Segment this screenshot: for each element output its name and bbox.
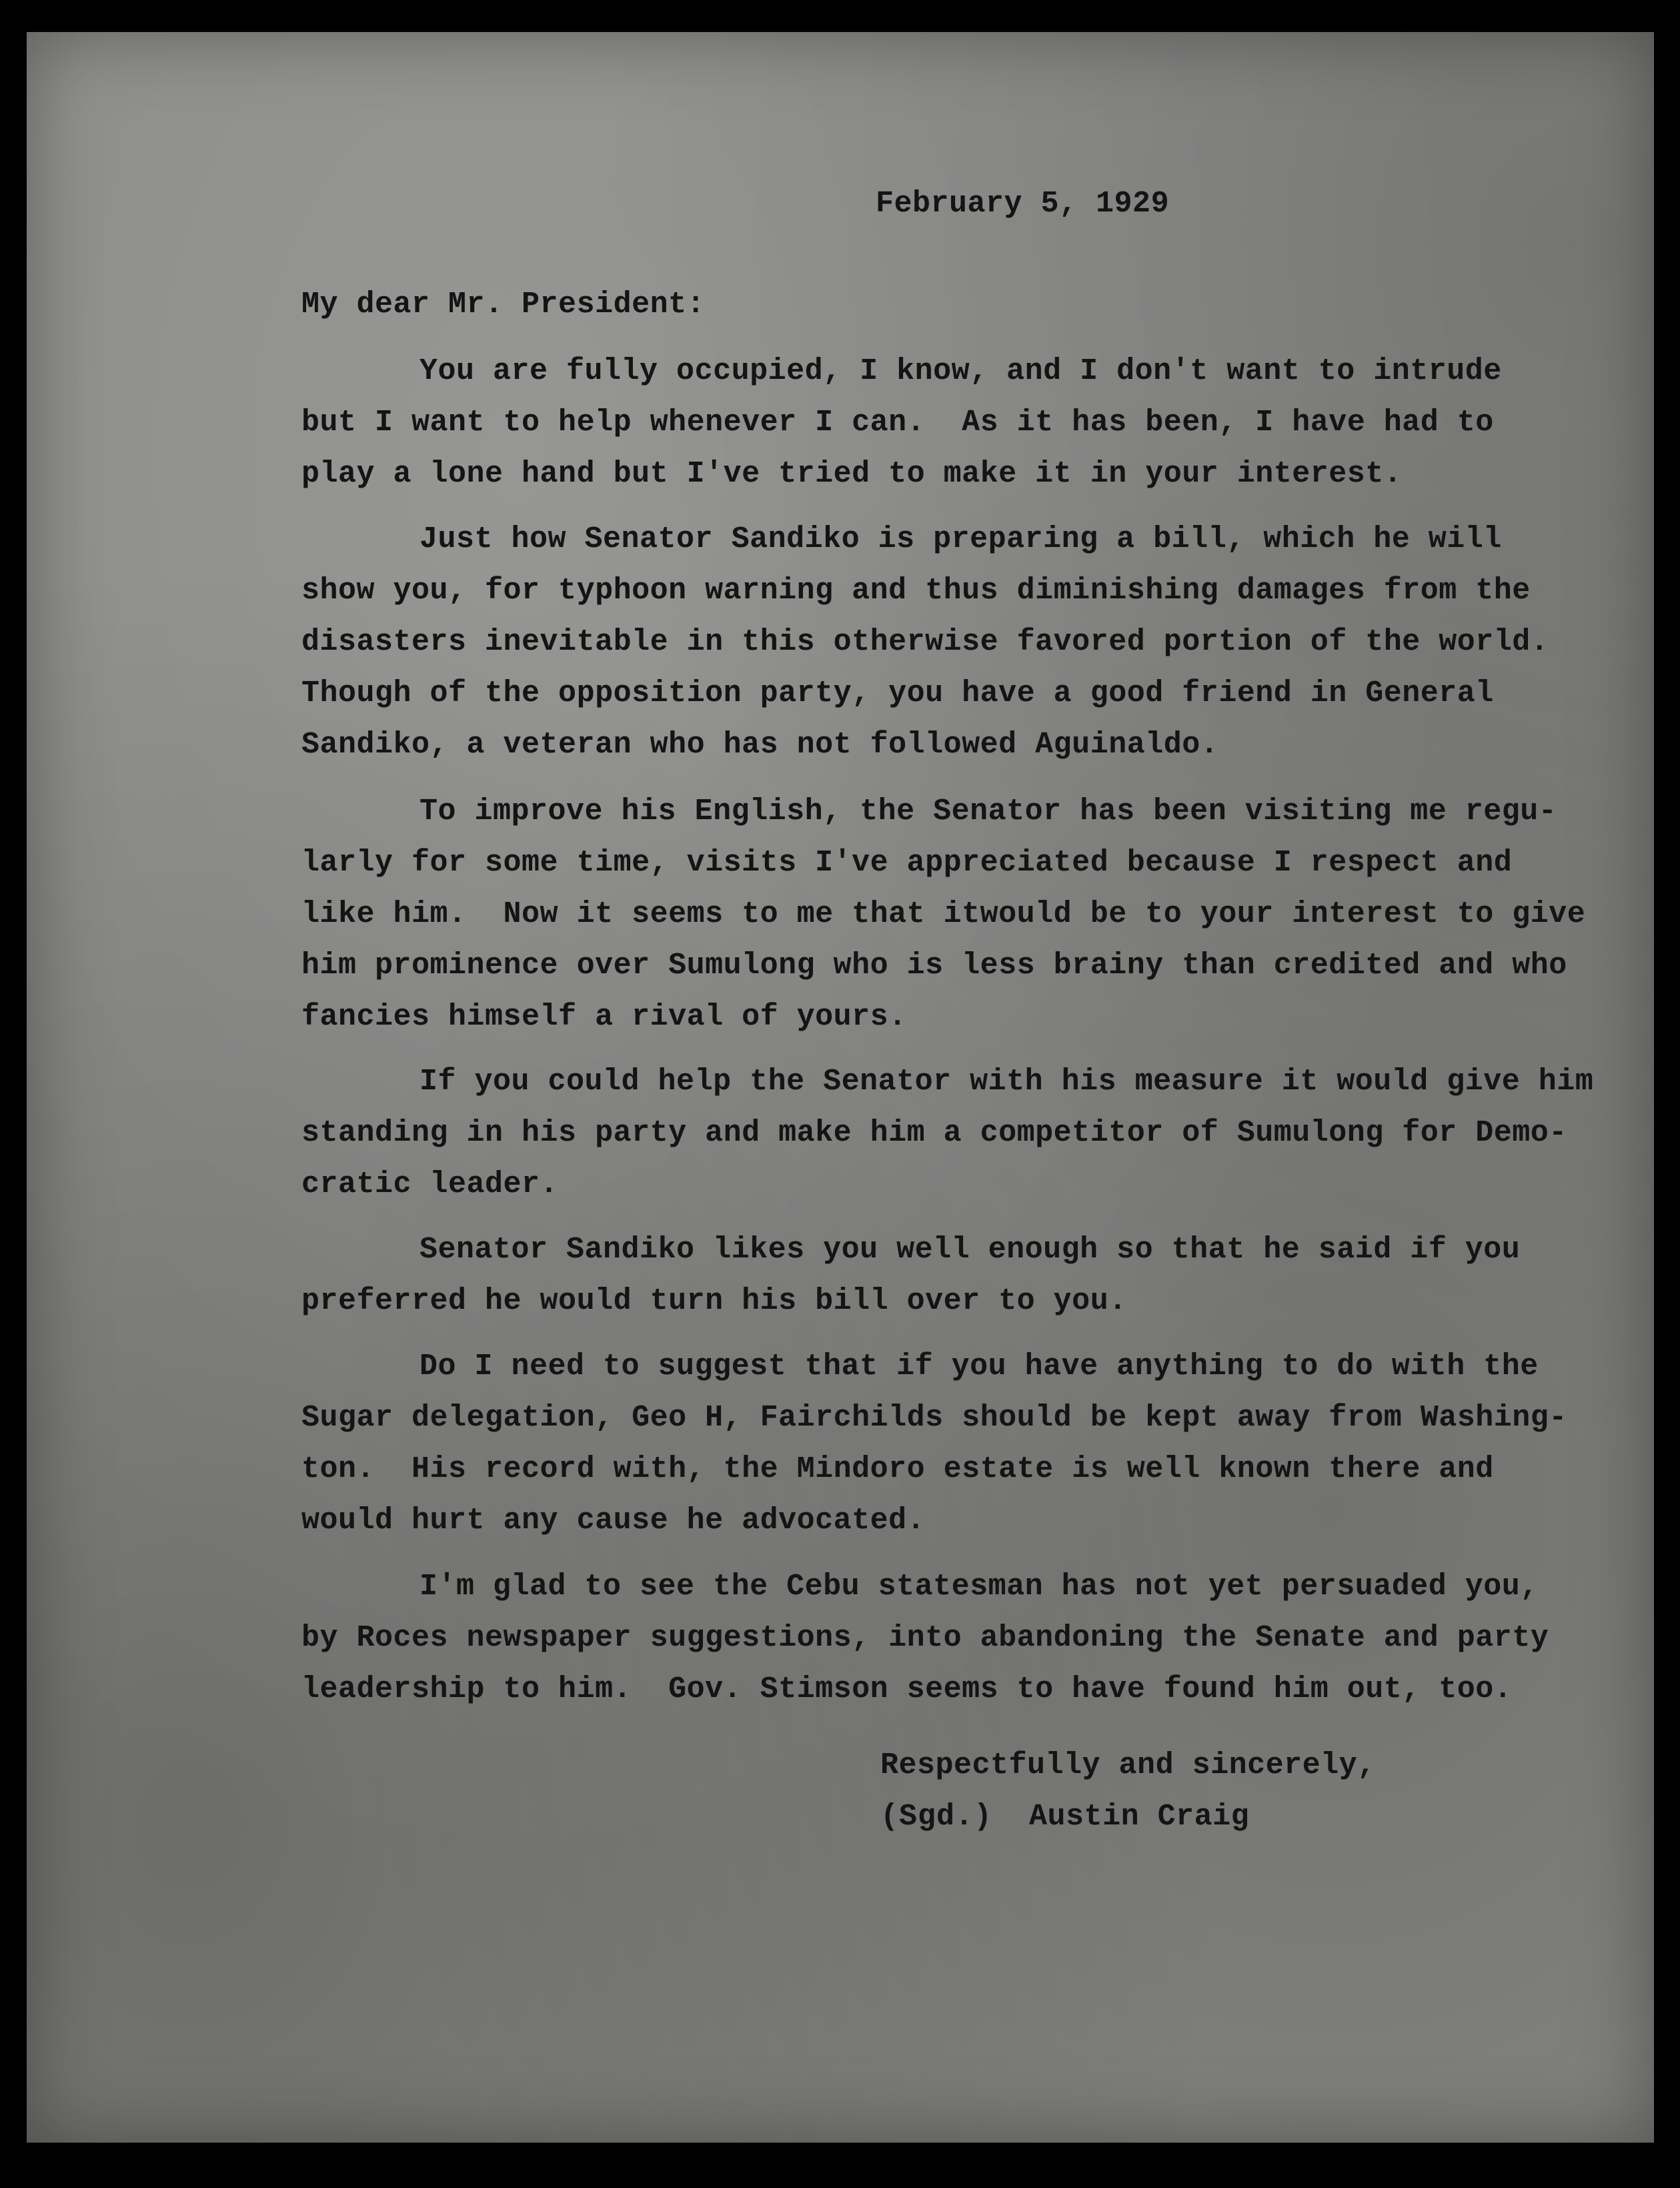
paragraph-4-line-1: If you could help the Senator with his measure it would give him bbox=[419, 1065, 1594, 1099]
salutation: My dear Mr. President: bbox=[301, 288, 706, 322]
paragraph-4-line-3: cratic leader. bbox=[301, 1167, 559, 1201]
paragraph-5-line-2: preferred he would turn his bill over to you. bbox=[301, 1284, 1127, 1318]
paragraph-6-line-2: Sugar delegation, Geo H, Fairchilds should be kept away from Washing- bbox=[301, 1401, 1567, 1435]
paragraph-7-line-2: by Roces newspaper suggestions, into abandoning the Senate and party bbox=[301, 1621, 1549, 1655]
paragraph-6-line-4: would hurt any cause he advocated. bbox=[301, 1504, 926, 1538]
paragraph-6-line-3: ton. His record with, the Mindoro estate is well known there and bbox=[301, 1452, 1494, 1486]
paragraph-2-line-2: show you, for typhoon warning and thus diminishing damages from the bbox=[301, 574, 1531, 608]
letter-page bbox=[27, 32, 1654, 2143]
paragraph-3-line-5: fancies himself a rival of yours. bbox=[301, 1000, 907, 1034]
paragraph-7-line-3: leadership to him. Gov. Stimson seems to have found him out, too. bbox=[301, 1672, 1513, 1706]
paragraph-1-line-3: play a lone hand but I've tried to make it in your interest. bbox=[301, 457, 1403, 491]
paragraph-2-line-1: Just how Senator Sandiko is preparing a bill, which he will bbox=[419, 522, 1502, 556]
signer-name: Austin Craig bbox=[1029, 1800, 1250, 1834]
paragraph-1-line-2: but I want to help whenever I can. As it has been, I have had to bbox=[301, 406, 1494, 440]
paragraph-1-line-1: You are fully occupied, I know, and I don't want to intrude bbox=[419, 354, 1502, 388]
paragraph-3-line-2: larly for some time, visits I've appreciated because I respect and bbox=[301, 846, 1513, 880]
paragraph-5-line-1: Senator Sandiko likes you well enough so that he said if you bbox=[419, 1233, 1521, 1267]
paragraph-3-line-4: him prominence over Sumulong who is less brainy than credited and who bbox=[301, 949, 1567, 983]
paragraph-2-line-5: Sandiko, a veteran who has not followed Aguinaldo. bbox=[301, 728, 1219, 762]
paragraph-7-line-1: I'm glad to see the Cebu statesman has not yet persuaded you, bbox=[419, 1570, 1539, 1604]
paragraph-4-line-2: standing in his party and make him a competitor of Sumulong for Demo- bbox=[301, 1116, 1567, 1150]
paragraph-2-line-4: Though of the opposition party, you have a good friend in General bbox=[301, 676, 1494, 710]
paragraph-3-line-3: like him. Now it seems to me that itwould be to your interest to give bbox=[301, 897, 1586, 931]
signature-mark: (Sgd.) bbox=[880, 1800, 993, 1834]
paragraph-2-line-3: disasters inevitable in this otherwise favored portion of the world. bbox=[301, 625, 1549, 659]
paragraph-3-line-1: To improve his English, the Senator has been visiting me regu- bbox=[419, 794, 1557, 829]
closing: Respectfully and sincerely, bbox=[880, 1748, 1376, 1782]
paragraph-6-line-1: Do I need to suggest that if you have anything to do with the bbox=[419, 1349, 1539, 1384]
signature-block bbox=[880, 1800, 1249, 1834]
letter-date: February 5, 1929 bbox=[876, 187, 1170, 221]
